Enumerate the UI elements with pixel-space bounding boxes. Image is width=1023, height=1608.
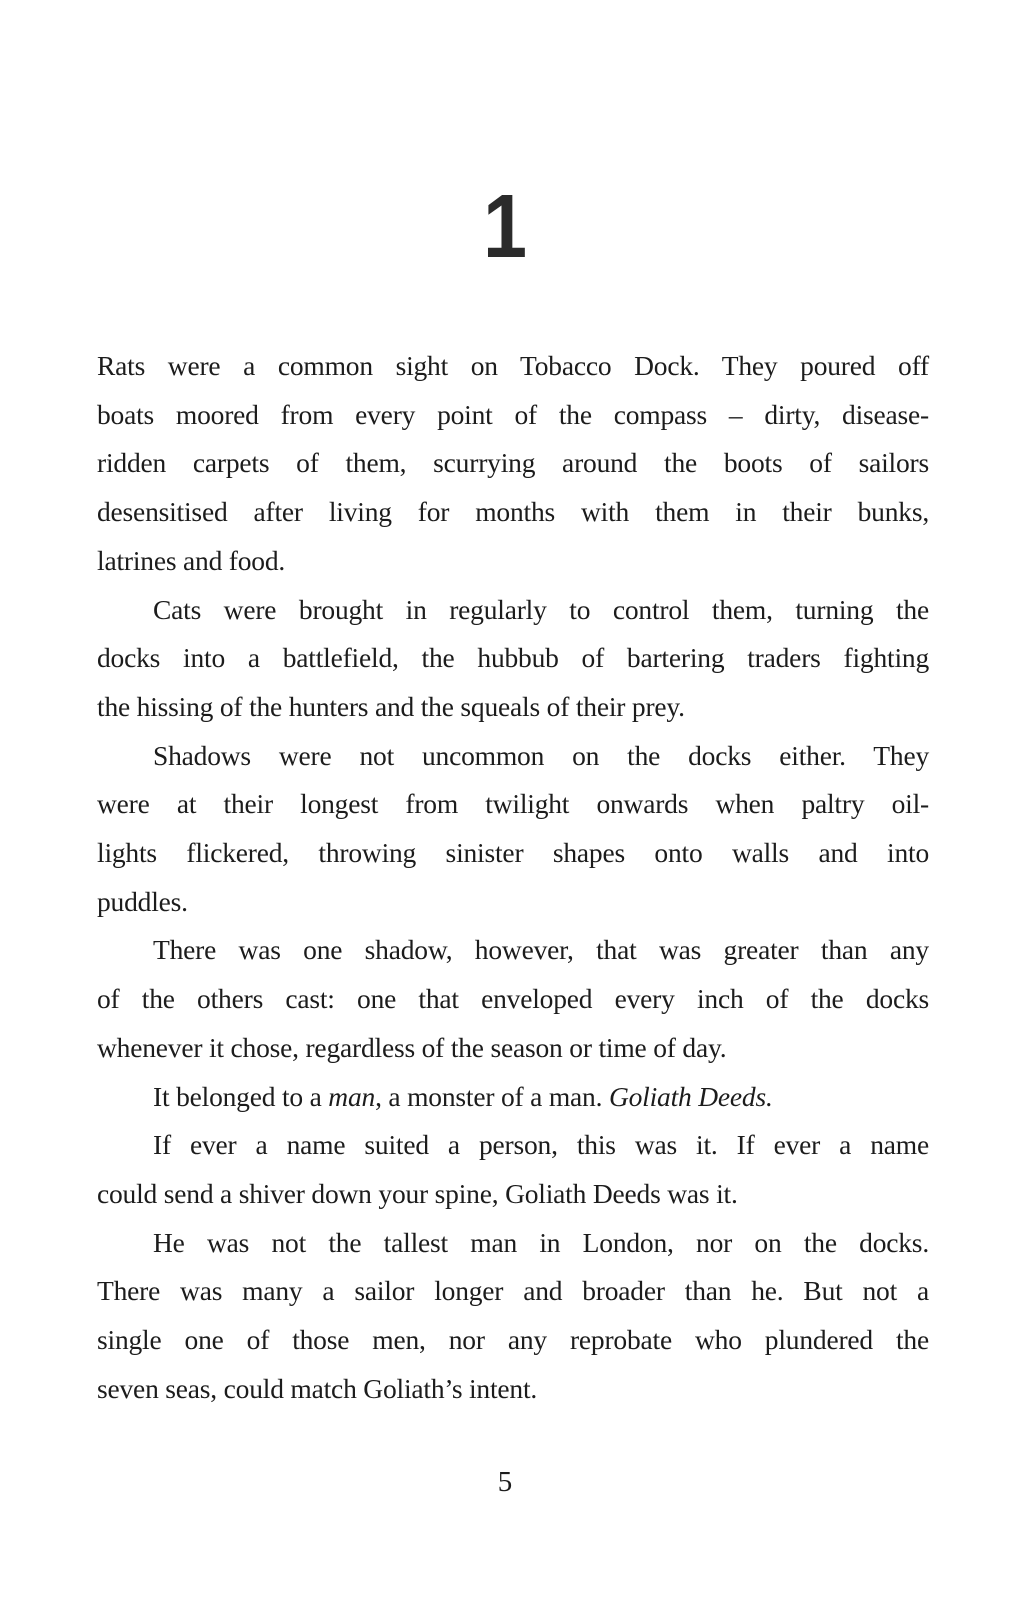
text-line: There was one shadow, however, that was greater than any [153,934,929,966]
text-line: If ever a name suited a person, this was it. If ever a name [153,1129,929,1161]
chapter-number: 1 [482,177,528,277]
paragraph [97,1121,929,1218]
text-line: whenever it chose, regardless of the season or time of day. [97,1031,727,1063]
text-line: were at their longest from twilight onwards when paltry oil- [97,788,929,820]
paragraph [97,926,929,1072]
paragraph [97,732,929,927]
paragraph [97,1073,929,1122]
text-line: latrines and food. [97,544,286,576]
text-line: could send a shiver down your spine, Goliath Deeds was it. [97,1177,738,1209]
text-line: There was many a sailor longer and broader than he. But not a [97,1275,929,1307]
text-line: Cats were brought in regularly to control them, turning the [153,593,929,625]
text-line: Rats were a common sight on Tobacco Dock. They poured off [97,350,929,381]
text-line: boats moored from every point of the compass – dirty, disease- [97,398,929,430]
text-run: It belonged to a [153,1080,329,1112]
text-line: puddles. [97,885,188,917]
paragraph [97,586,929,732]
paragraph [97,342,929,586]
text-line: of the others cast: one that enveloped every inch of the docks [97,983,929,1015]
text-run: , a monster of a man. [375,1080,609,1112]
text-line: lights flickered, throwing sinister shapes onto walls and into [97,837,929,869]
page-number: 5 [497,1466,513,1498]
italic-text-run: man [328,1080,376,1112]
text-line: docks into a battlefield, the hubbub of bartering traders fighting [97,642,929,674]
text-line: single one of those men, nor any reprobate who plundered the [97,1324,929,1356]
paragraph [97,1219,929,1414]
text-line: He was not the tallest man in London, nor on the docks. [153,1226,929,1258]
text-line: ridden carpets of them, scurrying around the boots of sailors [97,447,929,479]
body-text [97,342,929,1413]
italic-text-run: Goliath Deeds. [608,1080,773,1112]
text-line: seven seas, could match Goliath’s intent. [97,1372,538,1404]
text-line: the hissing of the hunters and the squeals of their prey. [97,690,685,722]
text-line: desensitised after living for months with them in their bunks, [97,496,929,528]
text-line [97,1073,929,1122]
text-line: Shadows were not uncommon on the docks either. They [153,739,929,771]
